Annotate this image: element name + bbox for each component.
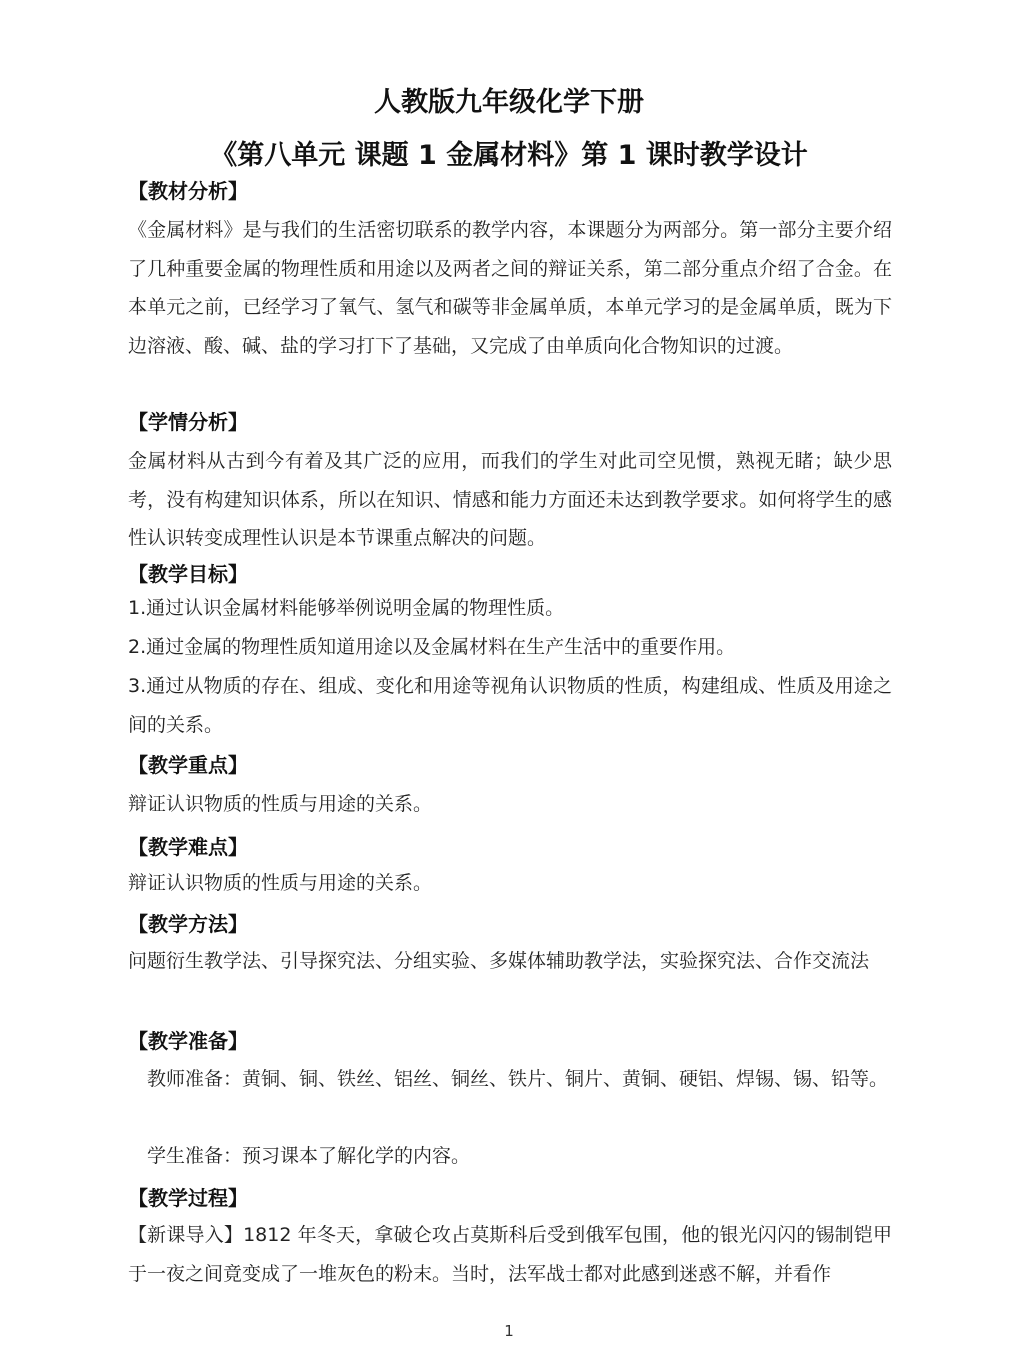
para-student-preparation: 学生准备：预习课本了解化学的内容。 bbox=[147, 1145, 471, 1167]
para-difficulties: 辩证认识物质的性质与用途的关系。 bbox=[128, 872, 433, 894]
para-textbook-analysis: 《金属材料》是与我们的生活密切联系的教学内容，本课题分为两部分。第一部分主要介绍了几种重要金属的物理性质和用途以及两者之间的辩证关系，第二部分重点介绍了合金。在本单元之前，已经学习了氧气、氢气和碳等非金属单质，本单元学习的是金属单质，既为下边溶液、酸、碱、盐的学习打下了基础，又完成了由单质向化合物知识的过渡。 bbox=[128, 219, 892, 357]
para-student-analysis: 金属材料从古到今有着及其广泛的应用，而我们的学生对此司空见惯，熟视无睹；缺少思考，没有构建知识体系，所以在知识、情感和能力方面还未达到教学要求。如何将学生的感性认识转变成理性认识是本节课重点解决的问题。 bbox=[128, 450, 892, 549]
para-process-intro: 【新课导入】1812 年冬天，拿破仑攻占莫斯科后受到俄军包围，他的银光闪闪的锡制铠甲于一夜之间竟变成了一堆灰色的粉末。当时，法军战士都对此感到迷惑不解，并看作 bbox=[128, 1224, 892, 1285]
objective-item: 3.通过从物质的存在、组成、变化和用途等视角认识物质的性质，构建组成、性质及用途之间的关系。 bbox=[128, 675, 892, 736]
heading-process: 【教学过程】 bbox=[128, 1186, 248, 1210]
heading-preparation: 【教学准备】 bbox=[128, 1029, 248, 1053]
heading-textbook-analysis: 【教材分析】 bbox=[128, 179, 248, 203]
document-title: 人教版九年级化学下册 bbox=[374, 87, 644, 118]
heading-objectives: 【教学目标】 bbox=[128, 562, 248, 586]
para-key-points: 辩证认识物质的性质与用途的关系。 bbox=[128, 793, 433, 815]
heading-difficulties: 【教学难点】 bbox=[128, 835, 248, 859]
document-subtitle: 《第八单元 课题 1 金属材料》第 1 课时教学设计 bbox=[210, 140, 808, 171]
objective-item: 1.通过认识金属材料能够举例说明金属的物理性质。 bbox=[128, 597, 565, 619]
para-methods: 问题衍生教学法、引导探究法、分组实验、多媒体辅助教学法，实验探究法、合作交流法 bbox=[128, 950, 870, 972]
objective-item: 2.通过金属的物理性质知道用途以及金属材料在生产生活中的重要作用。 bbox=[128, 636, 736, 658]
para-teacher-preparation: 教师准备：黄铜、铜、铁丝、铝丝、铜丝、铁片、铜片、黄铜、硬铝、焊锡、锡、铅等。 bbox=[147, 1068, 889, 1090]
heading-student-analysis: 【学情分析】 bbox=[128, 410, 248, 434]
page-number: 1 bbox=[504, 1322, 514, 1340]
heading-key-points: 【教学重点】 bbox=[128, 753, 248, 777]
heading-methods: 【教学方法】 bbox=[128, 912, 248, 936]
